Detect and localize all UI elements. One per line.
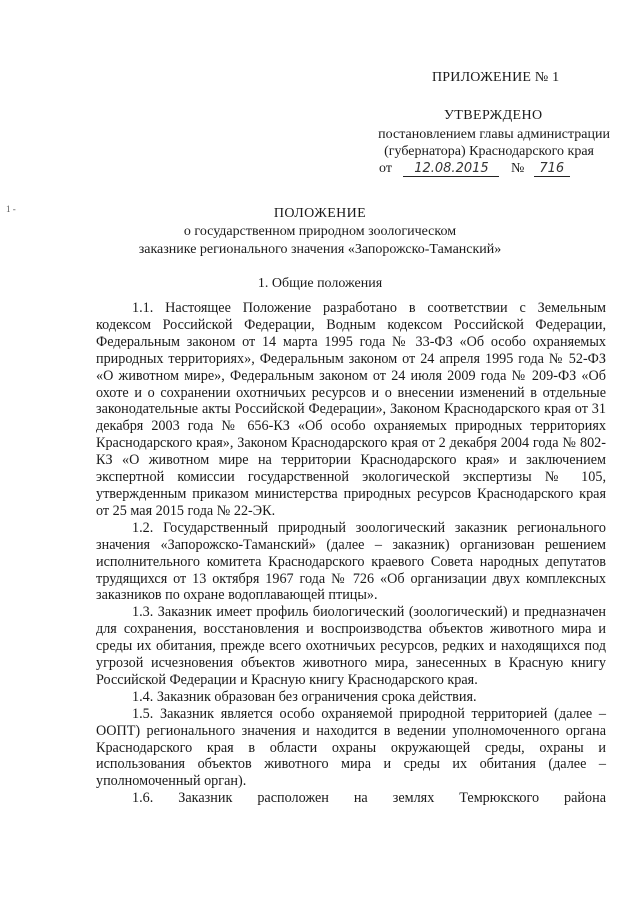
approved-stamp-label: УТВЕРЖДЕНО (444, 108, 543, 123)
margin-mark: 1 - (6, 204, 16, 214)
paragraph-1-5: 1.5. Заказник является особо охраняемой природной территорией (далее – ООПТ) регионального значения и находится в ведении уполномоченного органа Краснодарского края в области охраны окружающей среды, охраны и использования объектов животного мира и среды их обитания (далее – уполномоченный орган). (96, 705, 606, 790)
document-subtitle-line-2: заказнике регионального значения «Запорожско-Таманский» (138, 242, 502, 257)
section-body (96, 300, 606, 807)
section-heading: 1. Общие положения (257, 276, 383, 291)
approved-by-line-2: (губернатора) Краснодарского края (384, 144, 594, 159)
paragraph-1-4: 1.4. Заказник образован без ограничения срока действия. (132, 688, 477, 705)
document-title: ПОЛОЖЕНИЕ (273, 206, 367, 221)
handwritten-date: 12.08.2015 (403, 162, 499, 177)
appendix-label: ПРИЛОЖЕНИЕ № 1 (432, 70, 560, 85)
document-subtitle-line-1: о государственном природном зоологическом (183, 224, 457, 239)
approved-by-line-1: постановлением главы администрации (378, 127, 610, 142)
paragraph-1-2: 1.2. Государственный природный зоологический заказник регионального значения «Запорожско-Таманский» (далее – заказник) организован решением исполнительного комитета Краснодарского краевого Совета народных депутатов трудящихся от 13 октября 1967 года № 726 «Об организации двух комплексных заказников по охране водоплавающей птицы». (96, 519, 606, 604)
paragraph-1-1: 1.1. Настоящее Положение разработано в соответствии с Земельным кодексом Российской Федерации, Водным кодексом Российской Федерации, Федеральным законом от 14 марта 1995 года № 33-ФЗ «Об особо охраняемых природных территориях», Федеральным законом от 24 апреля 1995 года № 52-ФЗ «О животном мире», Федеральным законом от 24 июля 2009 года № 209-ФЗ «Об охоте и о сохранении охотничьих ресурсов и о внесении изменений в отдельные законодательные акты Российской Федерации», Законом Краснодарского края от 31 декабря 2003 года № 656-КЗ «Об особо охраняемых природных территориях Краснодарского края», Законом Краснодарского края от 2 декабря 2004 года № 802-КЗ «О животном мире на территории Краснодарского края» и заключением экспертной комиссии государственной экологической экспертизы № 105, утвержденным приказом министерства природных ресурсов Краснодарского края от 25 мая 2015 года № 22-ЭК. (96, 300, 606, 519)
handwritten-number: 716 (534, 162, 570, 177)
number-label: № (510, 161, 525, 176)
decree-reference (379, 161, 570, 178)
paragraph-1-6: 1.6. Заказник расположен на землях Темрюкского района (132, 790, 606, 807)
paragraph-1-3: 1.3. Заказник имеет профиль биологический (зоологический) и предназначен для сохранения, восстановления и воспроизводства объектов животного мира и среды их обитания, прежде всего охотничьих ресурсов, редких и находящихся под угрозой исчезновения объектов животного мира, занесенных в Красную книгу Российской Федерации и Красную книгу Краснодарского края. (96, 604, 606, 688)
from-label: от (379, 161, 392, 176)
